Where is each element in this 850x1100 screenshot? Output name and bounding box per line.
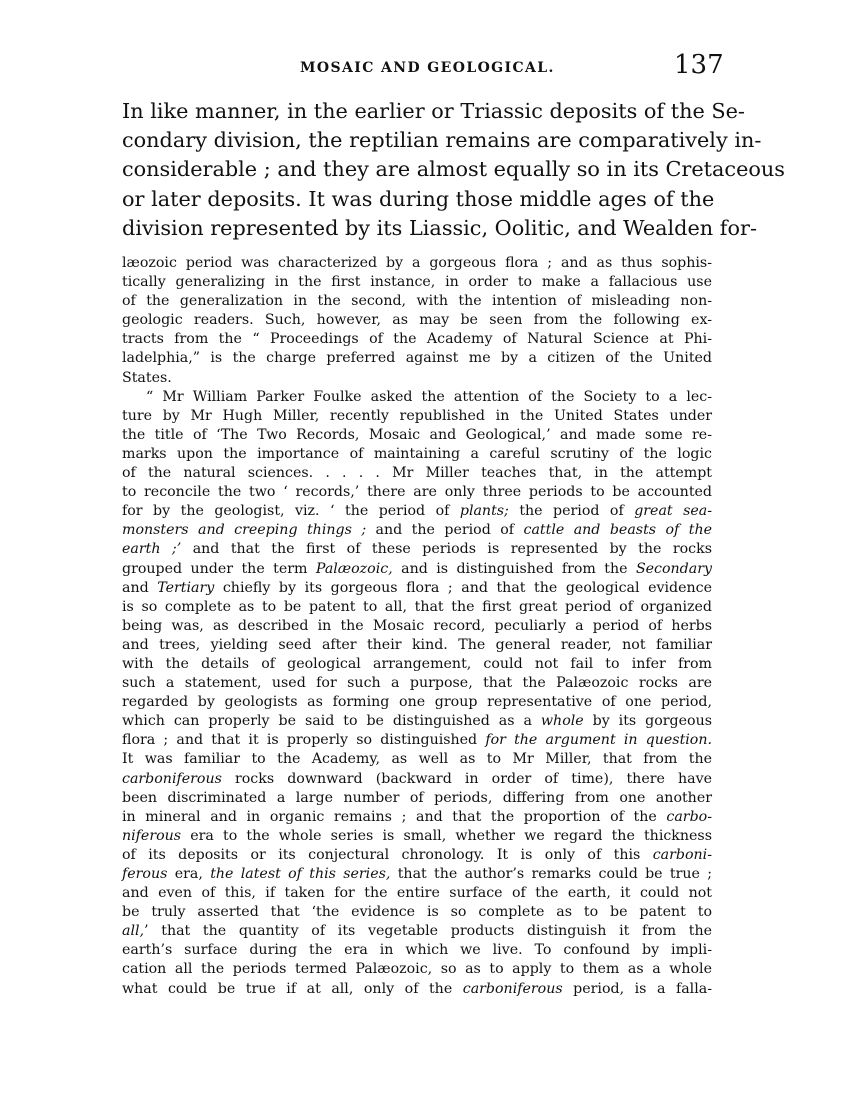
footnote-line <box>122 750 712 769</box>
footnote-italic: the latest of this series, <box>210 866 391 882</box>
footnote-text: cation all the periods termed Palæozoic, so as to apply to them as a whole <box>122 961 712 978</box>
footnote-line <box>122 674 712 693</box>
footnote-text: of its deposits or its conjectural chronology. It is only of this <box>122 846 653 863</box>
footnote-line <box>122 521 712 540</box>
footnote-line <box>122 789 712 808</box>
footnote-italic: earth ;’ <box>122 541 182 558</box>
footnote-line <box>122 464 712 483</box>
footnote-line <box>122 827 712 846</box>
footnote-text: being was, as described in the Mosaic record, peculiarly a period of herbs <box>122 617 712 634</box>
footnote-text: regarded by geologists as forming one group representative of one period, <box>122 694 712 711</box>
footnote-line <box>122 712 712 731</box>
footnote-line <box>122 483 712 502</box>
footnote-text: ’ that the quantity of its vegetable products distinguish it from the <box>144 923 712 940</box>
footnote-line <box>122 540 712 559</box>
footnote-line: tracts from the “ Proceedings of the Academy of Natural Science at Phi- <box>122 331 712 348</box>
footnote-line <box>122 980 712 999</box>
footnote-line <box>122 865 712 884</box>
footnote-line <box>122 407 712 426</box>
footnote-text: marks upon the importance of maintaining a careful scrutiny of the logic <box>122 445 712 462</box>
main-text <box>122 97 785 243</box>
running-head: MOSAIC AND GEOLOGICAL. <box>300 60 555 76</box>
footnote-line: læozoic period was characterized by a gorgeous flora ; and as thus sophis- <box>122 255 712 271</box>
footnote-text: of the natural sciences. . . . . Mr Miller teaches that, in the attempt <box>122 465 712 482</box>
footnote-italic: whole <box>540 713 584 730</box>
footnote-line <box>122 426 712 445</box>
main-text-line: condary division, the reptilian remains are comparatively in- <box>122 128 762 153</box>
footnote-line <box>122 846 712 865</box>
footnote-text: been discriminated a large number of periods, differing from one another <box>122 789 712 806</box>
footnote-italic: niferous <box>122 827 182 844</box>
footnote-text: to reconcile the two ‘ records,’ there are only three periods to be accounted <box>122 484 712 501</box>
footnote-italic: all, <box>122 923 145 940</box>
footnote-text: era, <box>167 866 211 882</box>
footnote-line: States. <box>122 369 172 386</box>
footnote-line <box>122 388 712 407</box>
footnote-text: the title of ‘The Two Records, Mosaic and Geological,’ and made some re- <box>122 426 712 443</box>
footnote-italic: carbo- <box>666 808 712 825</box>
footnote-text: such a statement, used for such a purpose, that the Palæozoic rocks are <box>122 675 712 692</box>
footnote-text: be truly asserted that ‘the evidence is so complete as to be patent to <box>122 904 712 921</box>
footnote-line: ladelphia,” is the charge preferred against me by a citizen of the United <box>122 350 712 367</box>
footnote-italic: carboni- <box>652 846 712 863</box>
footnote-text: earth’s surface during the era in which we live. To confound by impli- <box>122 942 712 959</box>
footnote-line <box>122 922 712 941</box>
footnote-italic: carboniferous <box>462 980 563 997</box>
footnote-line <box>122 502 712 521</box>
footnote-text: era to the whole series is small, whether we regard the thickness <box>181 827 712 844</box>
footnote-text: that the author’s remarks could be true ; <box>390 866 712 882</box>
footnote-text: for by the geologist, viz. ‘ the period of <box>122 503 460 520</box>
footnote-italic: Palæozoic, <box>315 560 393 577</box>
footnote-line <box>122 445 712 464</box>
footnote-text: by its gorgeous <box>583 713 712 730</box>
footnote-line <box>122 693 712 712</box>
footnote-text: the period of <box>508 503 635 520</box>
footnote-text: and that the first of these periods is represented by the rocks <box>181 541 712 558</box>
footnote-italic: great sea- <box>634 503 713 520</box>
footnote-text: and even of this, if taken for the entire surface of the earth, it could not <box>122 885 712 902</box>
footnote-italic: cattle and beasts of the <box>523 522 712 539</box>
footnote-italic: plants; <box>459 503 509 520</box>
footnote-italic: carboniferous <box>122 770 222 787</box>
footnote-text: and is distinguished from the <box>392 560 636 577</box>
footnote-text: chiefly by its gorgeous flora ; and that the geological evidence <box>214 579 712 596</box>
footnote-text: and the period of <box>366 522 524 539</box>
footnote-text: what could be true if at all, only of the <box>122 980 463 997</box>
footnote-line <box>122 808 712 827</box>
footnote-italic: monsters and creeping things ; <box>122 522 367 539</box>
footnote-text: which can properly be said to be distinguished as a <box>122 713 541 730</box>
footnote-line <box>122 941 712 960</box>
page-number: 137 <box>674 50 724 80</box>
footnote-text: It was familiar to the Academy, as well as to Mr Miller, that from the <box>122 751 712 768</box>
main-text-line: division represented by its Liassic, Oolitic, and Wealden for- <box>122 215 757 240</box>
footnote-text: in mineral and in organic remains ; and that the proportion of the <box>122 808 667 825</box>
footnote-line <box>122 884 712 903</box>
footnote-line <box>122 731 712 750</box>
footnote-line <box>122 960 712 979</box>
footnote-text: rocks downward (backward in order of time), there have <box>221 770 712 787</box>
footnote-italic: Tertiary <box>157 579 215 596</box>
footnote-line: geologic readers. Such, however, as may be seen from the following ex- <box>122 312 712 329</box>
main-text-line: or later deposits. It was during those middle ages of the <box>122 186 715 211</box>
footnote-text: grouped under the term <box>122 560 316 577</box>
footnote-text: ture by Mr Hugh Miller, recently republished in the United States under <box>122 407 712 424</box>
footnote-line <box>122 560 712 579</box>
footnote-text: with the details of geological arrangement, could not fail to infer from <box>122 655 712 672</box>
footnote-line <box>122 598 712 617</box>
footnote <box>122 254 712 999</box>
footnote-italic: ferous <box>122 866 168 882</box>
footnote-line <box>122 636 712 655</box>
footnote-line <box>122 617 712 636</box>
footnote-text: flora ; and that it is properly so distinguished <box>122 732 486 749</box>
footnote-text: is so complete as to be patent to all, that the first great period of organized <box>122 598 712 615</box>
footnote-line <box>122 655 712 674</box>
footnote-italic: Secondary <box>635 560 713 577</box>
footnote-line <box>122 579 712 598</box>
footnote-italic: for the argument in question. <box>485 732 712 749</box>
main-text-line: In like manner, in the earlier or Triassic deposits of the Se- <box>122 99 745 123</box>
footnote-text: and trees, yielding seed after their kind. The general reader, not familiar <box>122 636 712 653</box>
footnote-line: of the generalization in the second, with the intention of misleading non- <box>122 293 712 310</box>
footnote-line <box>122 770 712 789</box>
footnote-text: and <box>122 579 158 596</box>
footnote-line <box>122 903 712 922</box>
footnote-text: “ Mr William Parker Foulke asked the attention of the Society to a lec- <box>146 388 712 405</box>
footnote-text: period, is a falla- <box>562 980 712 997</box>
footnote-line: tically generalizing in the first instance, in order to make a fallacious use <box>122 274 712 291</box>
main-text-line: considerable ; and they are almost equally so in its Cretaceous <box>122 157 785 182</box>
